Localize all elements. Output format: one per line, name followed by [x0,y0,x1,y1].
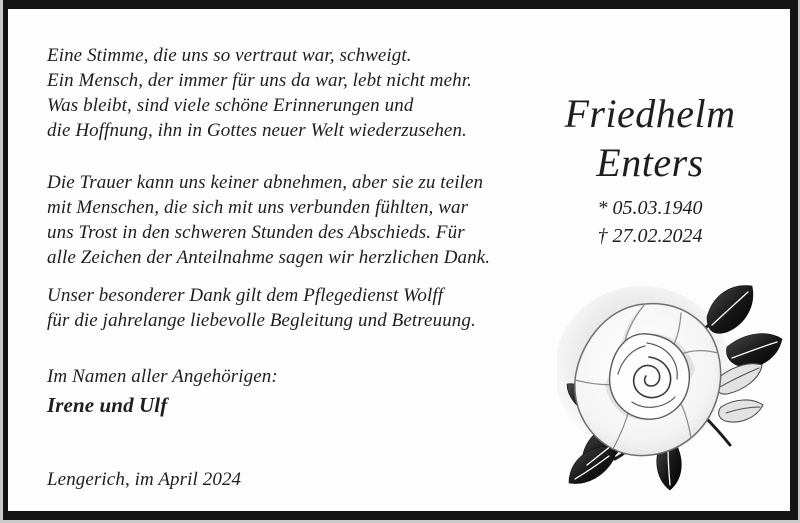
deceased-first-name: Friedhelm [564,91,736,136]
special-thanks-paragraph [47,283,476,333]
special-thanks-line: Unser besonderer Dank gilt dem Pflegedienst Wolff [47,285,444,306]
family-intro: Im Namen aller Angehörigen: [47,366,278,387]
deceased-block [460,89,800,250]
family-signature-block [47,362,278,420]
notice-sheet [8,9,790,511]
verse-line: Was bleibt, sind viele schöne Erinnerungen und [47,95,414,116]
opening-verse [47,43,472,143]
family-names: Irene und Ulf [47,393,168,417]
death-date: † 27.02.2024 [597,225,703,247]
gratitude-paragraph [47,170,490,270]
gratitude-line: mit Menschen, die sich mit uns verbunden fühlten, war [47,197,469,218]
special-thanks-line: für die jahrelange liebevolle Begleitung und Betreuung. [47,310,476,331]
gratitude-line: alle Zeichen der Anteilnahme sagen wir herzlichen Dank. [47,247,491,268]
place-and-date [47,467,241,492]
gratitude-line: Die Trauer kann uns keiner abnehmen, aber sie zu teilen [47,172,484,193]
place-date-line: Lengerich, im April 2024 [47,469,242,490]
birth-date: * 05.03.1940 [597,197,703,219]
verse-line: die Hoffnung, ihn in Gottes neuer Welt wiederzusehen. [47,120,467,141]
verse-line: Ein Mensch, der immer für uns da war, lebt nicht mehr. [47,70,472,91]
deceased-last-name: Enters [596,140,704,185]
verse-line: Eine Stimme, die uns so vertraut war, schweigt. [47,45,412,66]
gratitude-line: uns Trost in den schweren Stunden des Abschieds. Für [47,222,465,243]
rose-illustration-icon [557,275,797,500]
